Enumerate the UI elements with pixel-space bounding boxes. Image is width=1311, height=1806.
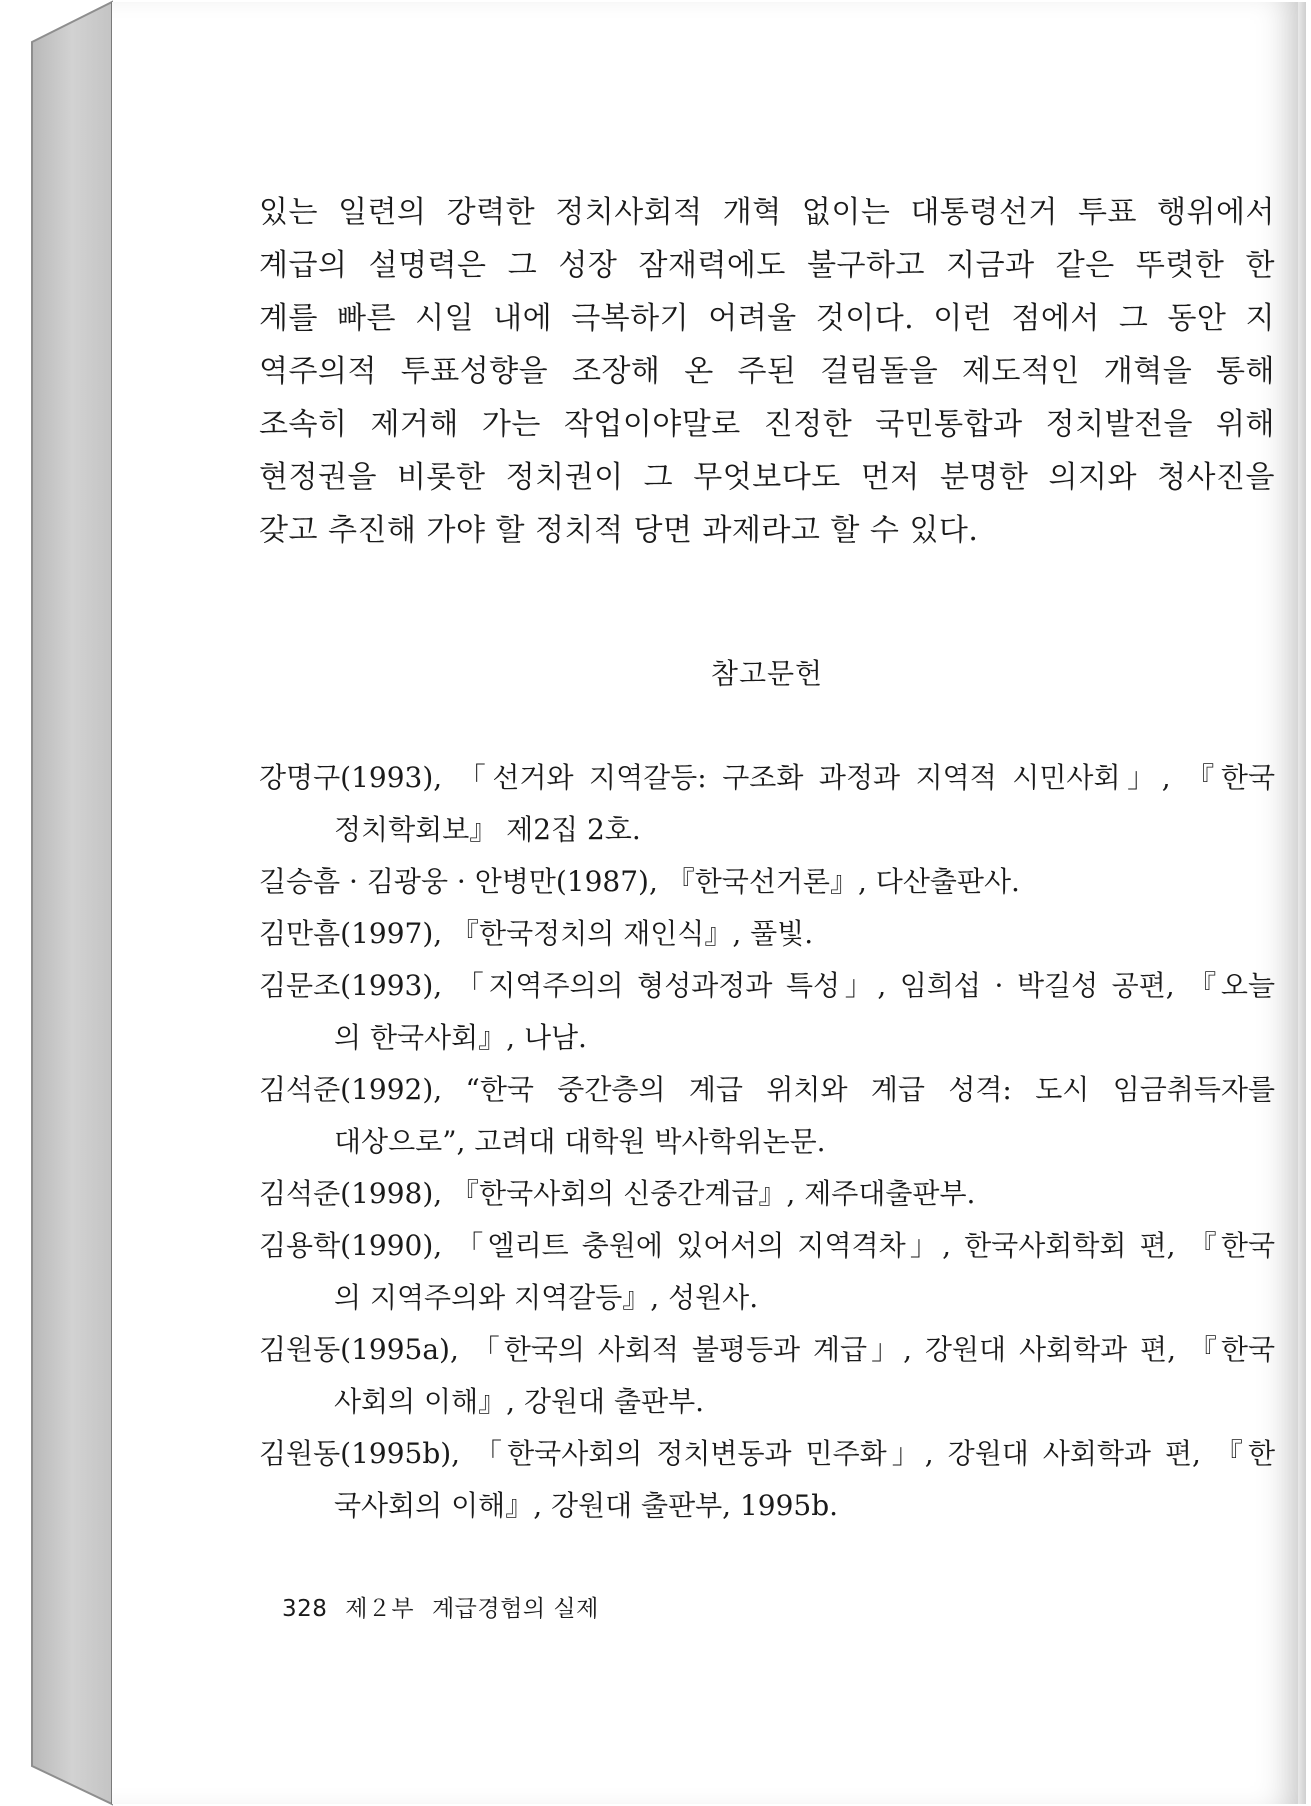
reference-line: 김용학(1990), 「엘리트 충원에 있어서의 지역격차」, 한국사회학회 편, 『한국: [259, 1229, 1275, 1262]
footer-part-title: 계급경험의 실제: [431, 1596, 599, 1622]
reference-line: 김만흠(1997), 『한국정치의 재인식』, 풀빛.: [259, 917, 814, 950]
page-number: 328: [282, 1596, 328, 1622]
reference-item: [259, 752, 1275, 856]
reference-line: 김원동(1995b), 「한국사회의 정치변동과 민주화」, 강원대 사회학과 편, 『한: [259, 1437, 1275, 1470]
reference-item: [259, 908, 1275, 960]
reference-line: 길승흠 · 김광웅 · 안병만(1987), 『한국선거론』, 다산출판사.: [259, 865, 1020, 898]
body-paragraph: [259, 186, 1275, 557]
reference-line: 국사회의 이해』, 강원대 출판부, 1995b.: [334, 1489, 839, 1522]
reference-item: [259, 1428, 1275, 1532]
reference-line: 김석준(1992), “한국 중간층의 계급 위치와 계급 성격: 도시 임금취득자를: [259, 1073, 1275, 1106]
reference-line: 의 지역주의와 지역갈등』, 성원사.: [334, 1281, 759, 1314]
reference-line: 김원동(1995a), 「한국의 사회적 불평등과 계급」, 강원대 사회학과 편, 『한국: [259, 1333, 1275, 1366]
book-page: [112, 2, 1306, 1804]
reference-line: 정치학회보』 제2집 2호.: [334, 813, 641, 846]
reference-line: 의 한국사회』, 나남.: [334, 1021, 587, 1054]
body-line: 조속히 제거해 가는 작업이야말로 진정한 국민통합과 정치발전을 위해: [259, 407, 1275, 442]
reference-item: [259, 1168, 1275, 1220]
reference-line: 대상으로”, 고려대 대학원 박사학위논문.: [334, 1125, 826, 1158]
body-line: 계를 빠른 시일 내에 극복하기 어려울 것이다. 이런 점에서 그 동안 지: [259, 301, 1275, 336]
body-line: 있는 일련의 강력한 정치사회적 개혁 없이는 대통령선거 투표 행위에서: [259, 195, 1275, 230]
reference-item: [259, 1220, 1275, 1324]
body-line: 현정권을 비롯한 정치권이 그 무엇보다도 먼저 분명한 의지와 청사진을: [259, 460, 1275, 495]
body-line: 갖고 추진해 가야 할 정치적 당면 과제라고 할 수 있다.: [259, 513, 979, 548]
page-edge: [1298, 2, 1306, 1804]
reference-line: 강명구(1993), 「선거와 지역갈등: 구조화 과정과 지역적 시민사회」, 『한국: [259, 761, 1275, 794]
body-line: 역주의적 투표성향을 조장해 온 주된 걸림돌을 제도적인 개혁을 통해: [259, 354, 1275, 389]
reference-item: [259, 1324, 1275, 1428]
reference-line: 사회의 이해』, 강원대 출판부.: [334, 1385, 705, 1418]
reference-item: [259, 1064, 1275, 1168]
reference-line: 김문조(1993), 「지역주의의 형성과정과 특성」, 임희섭 · 박길성 공편, 『오늘: [259, 969, 1275, 1002]
body-line: 계급의 설명력은 그 성장 잠재력에도 불구하고 지금과 같은 뚜렷한 한: [259, 248, 1275, 283]
references-heading: 참고문헌: [710, 657, 824, 690]
reference-item: [259, 856, 1275, 908]
reference-line: 김석준(1998), 『한국사회의 신중간계급』, 제주대출판부.: [259, 1177, 976, 1210]
reference-item: [259, 960, 1275, 1064]
footer-part: 제２부: [345, 1596, 415, 1622]
references-list: [259, 752, 1275, 1532]
page-footer: [282, 1590, 609, 1623]
